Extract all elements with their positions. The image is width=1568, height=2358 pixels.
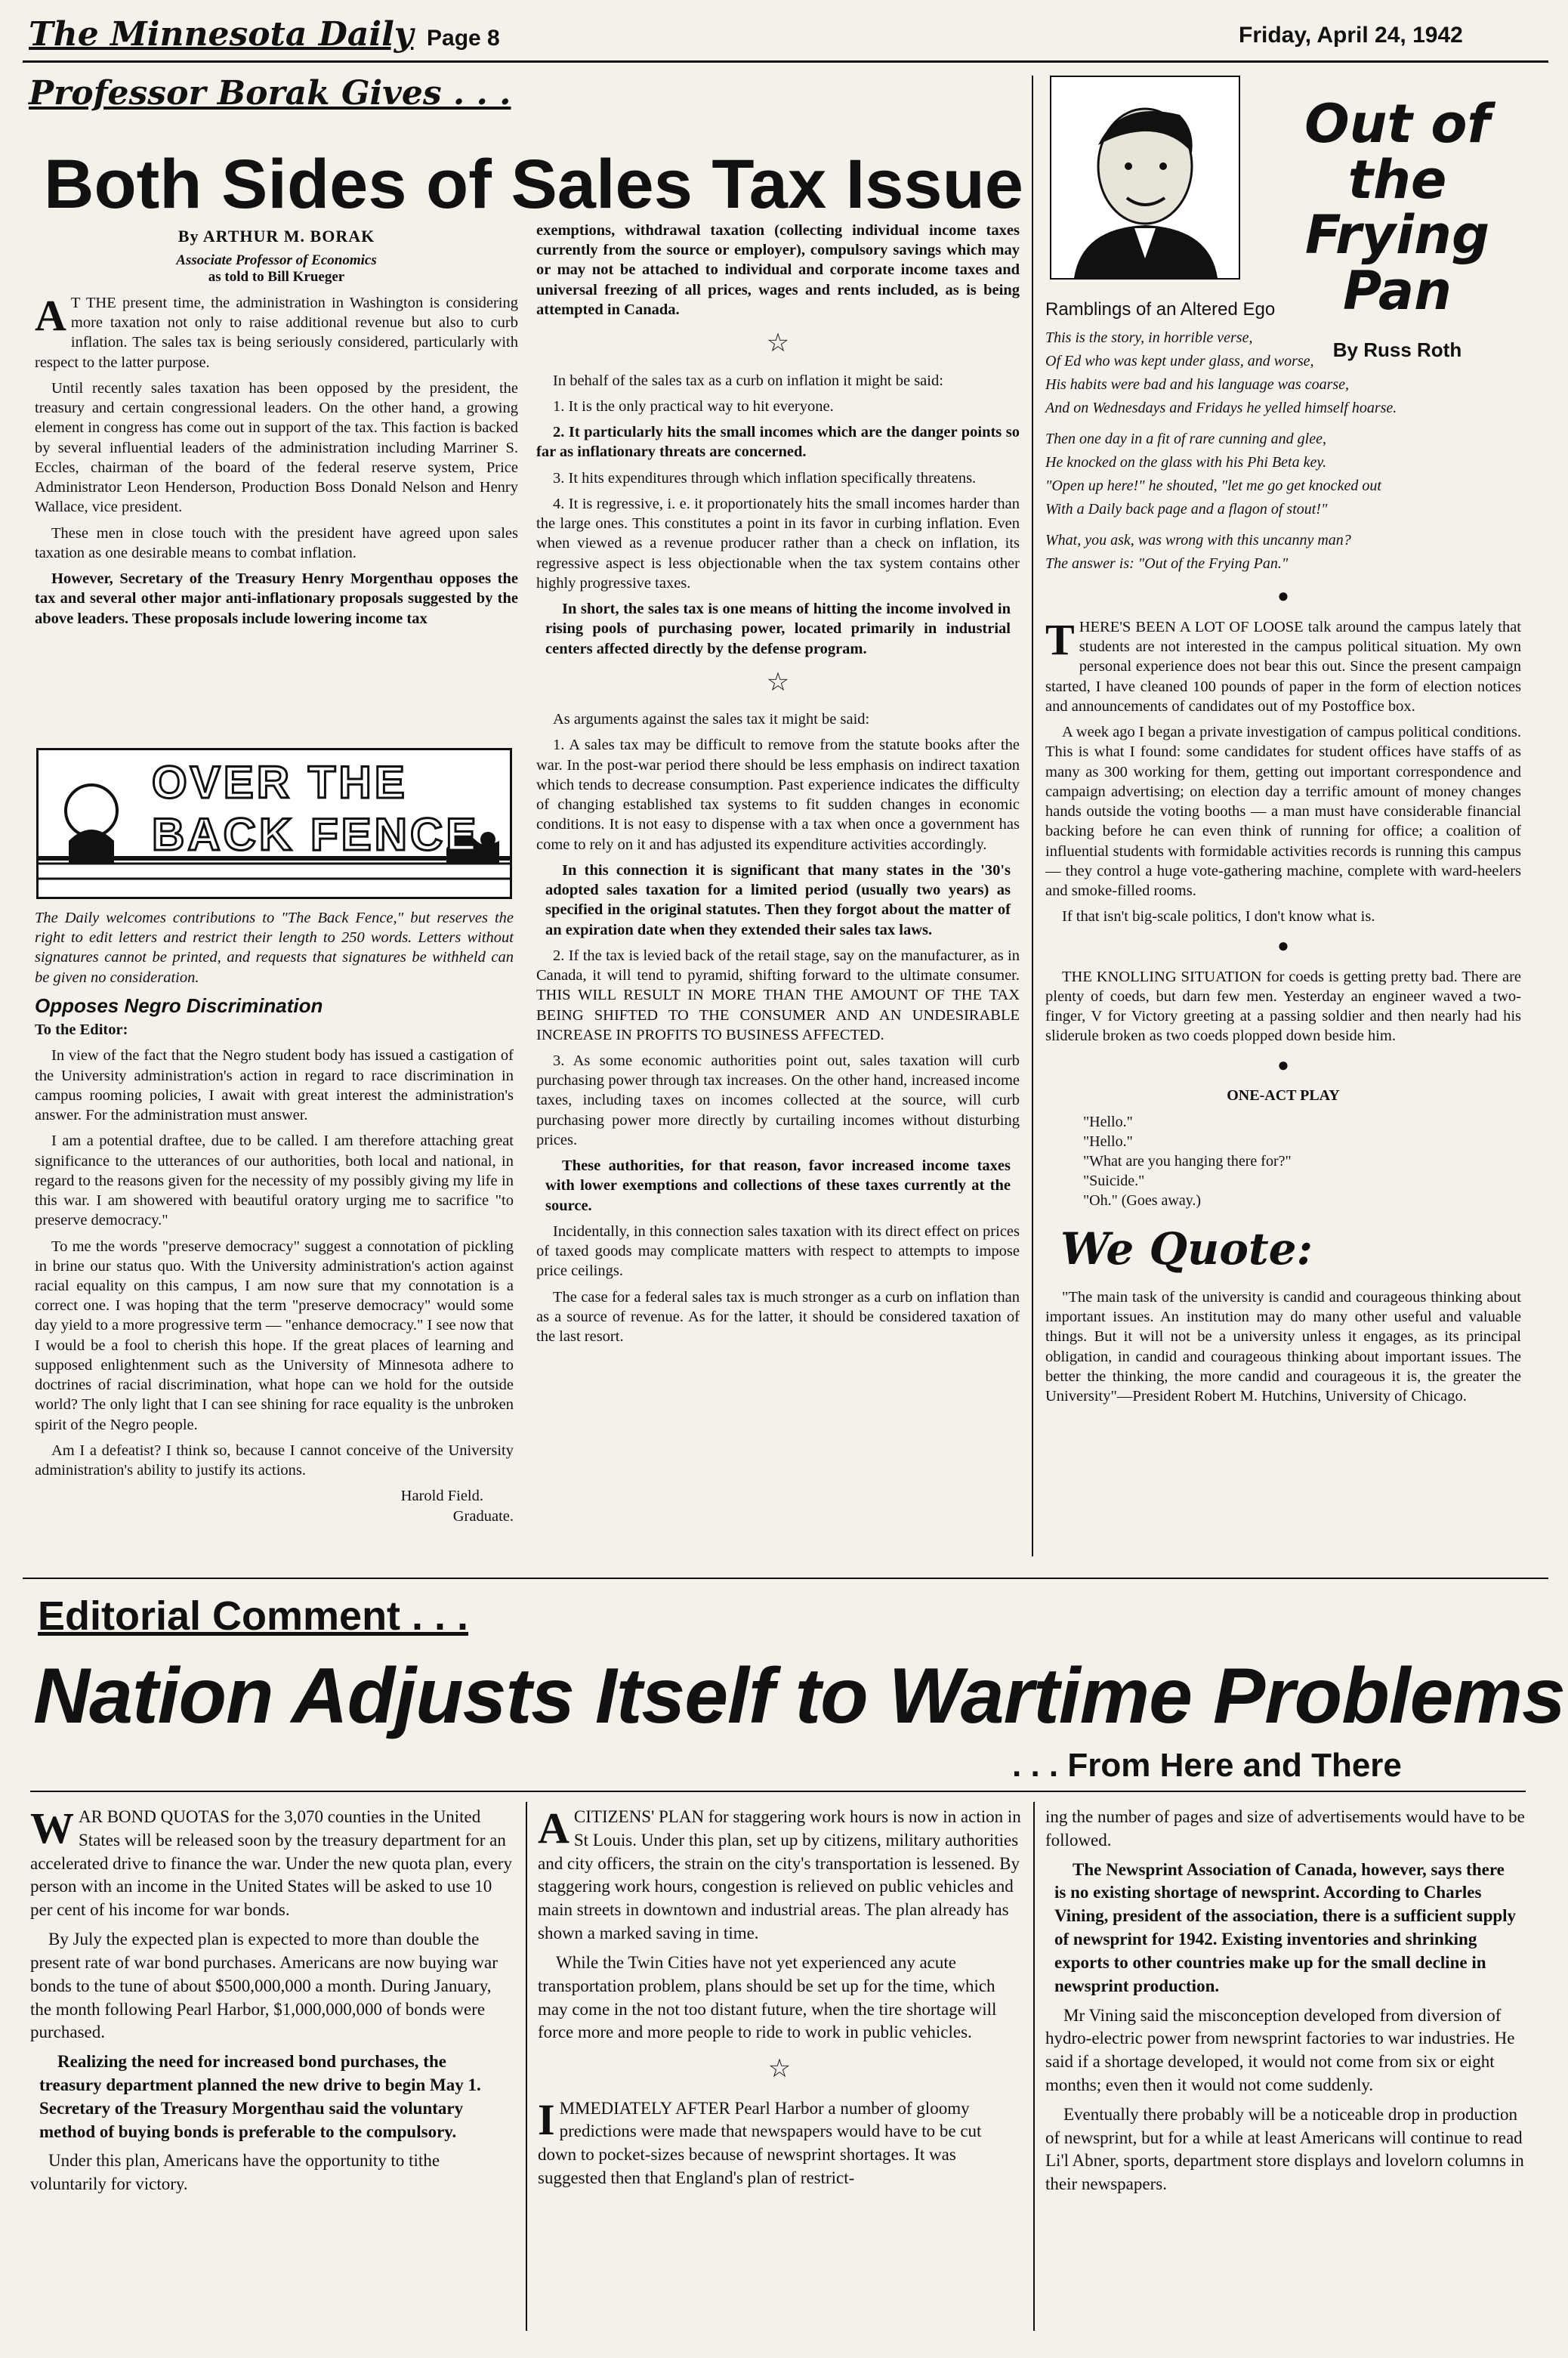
borak-paragraph: AT THE present time, the administration in Washington is considering more taxation not only to raise additional revenue but also to curb inflation. The sales tax is being seriously considered, particularly with respect to the latter purpose.	[35, 291, 518, 371]
star-separator: ☆	[766, 668, 790, 697]
borak-column-1	[35, 227, 518, 635]
editorial-paragraph: Under this plan, Americans have the opportunity to tithe voluntarily for victory.	[30, 2151, 440, 2194]
borak-headline: Both Sides of Sales Tax Issue	[44, 146, 1023, 223]
portrait-photo	[1051, 77, 1239, 278]
borak-paragraph: 1. It is the only practical way to hit everyone.	[553, 397, 834, 415]
poem-line: And on Wednesdays and Fridays he yelled himself hoarse.	[1045, 399, 1397, 416]
back-fence-banner	[36, 748, 512, 899]
frying-pan-subhead: Ramblings of an Altered Ego	[1045, 299, 1276, 320]
editorial-subhead: . . . From Here and There	[1012, 1747, 1402, 1784]
frying-paragraph: A week ago I began a private investigation of campus political conditions. This is what I found: some candidates for student offices have staffs of as many as 300 working for them, getting out important correspondence and campaign advertising; on election day a terrific amount of money changes hands outside the voting booths — a man must have considerable financial backing before he can even think of running for office; a coalition of influential students with formidable activities records is running this campus — they control a huge vote-gathering machine, complete with ward-heelers and smoke-filled rooms.	[1045, 724, 1522, 900]
poem-line: What, you ask, was wrong with this uncanny man?	[1045, 531, 1351, 549]
frying-pan-column	[1045, 298, 1521, 1412]
editorial-headline: Nation Adjusts Itself to Wartime Problems	[33, 1652, 1565, 1740]
editorial-paragraph: IMMEDIATELY AFTER Pearl Harbor a number of gloomy predictions were made that newspapers would have to be cut down to pocket-sizes because of newsprint shortages. It was suggested then that England's plan of restrict-	[538, 2094, 982, 2188]
column-rule	[1032, 76, 1033, 1556]
borak-kicker: Professor Borak Gives . . .	[29, 74, 511, 113]
editorial-kicker: Editorial Comment . . .	[38, 1593, 469, 1639]
poem-line: Then one day in a fit of rare cunning and glee,	[1045, 430, 1326, 447]
borak-paragraph: exemptions, withdrawal taxation (collecting individual income taxes currently from the source or employer), compulsory savings which may or may not be attached to individual and corporate income taxes and universal freezing of all prices, wages and rents included, as is being attempted in Canada.	[536, 222, 1020, 318]
one-act-play	[1045, 1112, 1521, 1210]
letter-paragraph: I am a potential draftee, due to be called. I am therefore attaching great significance to the utterances of our authorities, both local and national, in regard to the reasons given for the necessity of my possibly giving my life in this war. I am showered with beautiful oratory urging me to sacrifice "to preserve democracy."	[35, 1133, 514, 1229]
borak-paragraph: These men in close touch with the president have agreed upon sales taxation as one desirable means to combat inflation.	[35, 524, 518, 561]
masthead-title: The Minnesota Daily	[29, 15, 414, 54]
poem-stanza-2	[1045, 428, 1521, 521]
frying-paragraph: THERE'S BEEN A LOT OF LOOSE talk around the campus lately that students are not interested in the campus political situation. My own personal experience does not bear this out. Since the present campaign started, I have cleaned 100 pounds of paper in the form of election notices and announcements of candidates out of my Postoffice box.	[1045, 614, 1521, 715]
poem-stanza-1	[1045, 326, 1521, 420]
editorial-paragraph: The Newsprint Association of Canada, however, says there is no existing shortage of newsprint. According to Charles Vining, president of the association, there is a sufficient supply of newsprint for 1942. Existing inventories and shrinking exports to other countries make up for the small decline in newsprint production.	[1054, 1859, 1517, 1995]
borak-title: Associate Professor of Economics	[176, 252, 377, 268]
borak-paragraph: 2. It particularly hits the small incomes which are the danger points so far as inflationary threats are concerned.	[536, 424, 1020, 461]
play-line: "Oh." (Goes away.)	[1083, 1191, 1202, 1209]
editorial-paragraph: Eventually there probably will be a noticeable drop in production of newsprint, but for a while at least Americans will continue to read Li'l Abner, sports, department store displays and lovelorn columns in their newspapers.	[1045, 2104, 1524, 2194]
letter-paragraph: In view of the fact that the Negro student body has issued a castigation of the University administration's action in regard to race discrimination in campus rooming policies, I await with great interest the administration's answer. For the administration must answer.	[35, 1047, 514, 1124]
editorial-paragraph: Mr Vining said the misconception developed from diversion of hydro-electric power from newsprint factories to war industries. He said if a shortage developed, it would not come from six or eight months; even then it would not come suddenly.	[1045, 2005, 1515, 2094]
page-number: Page 8	[427, 26, 500, 51]
borak-paragraph: 3. It hits expenditures through which inflation specifically threatens.	[553, 469, 977, 487]
borak-paragraph: 2. If the tax is levied back of the retail stage, say on the manufacturer, as in Canada, it will tend to pyramid, shifting forward to the ultimate consumer. THIS WILL RESULT IN MORE THAN THE AMOUNT OF THE TAX BEING SHIFTED TO THE CONSUMER AND AN UNDESIRABLE INCREASE IN PROFITS TO BUSINESS AFFECTED.	[536, 947, 1020, 1043]
borak-paragraph: The case for a federal sales tax is much stronger as a curb on inflation than as a source of revenue. As for the latter, it should be considered taxation of the last resort.	[536, 1288, 1020, 1346]
letter-paragraph: To me the words "preserve democracy" suggest a connotation of pickling in brine our status quo. With the University administration's action against racial equality on this campus, I am now sure that my connotation is a correct one. I was hoping that the term "preserve democracy" would some day yield to a more progressive term — "enhance democracy." I see now that I would be a fool to cherish this hope. If the great places of learning and supposed enlightenment such as the University of Minnesota adhere to doctrines of racial discrimination, what hope can we hold for the outside world? The only light that I can see shining for race equality is the unbroken spirit of the Negro people.	[35, 1238, 514, 1433]
editorial-column-2	[538, 1803, 1021, 2196]
back-fence-column	[35, 908, 514, 1526]
knolling-paragraph: THE KNOLLING SITUATION for coeds is getting pretty bad. There are plenty of coeds, but darn few men. Yesterday an engineer waved a two-finger, V for Victory greeting at a passing soldier and then nearly had his sliderule broken as two coeds plopped down beside him.	[1045, 968, 1521, 1045]
borak-paragraph: In short, the sales tax is one means of hitting the income involved in rising pools of purchasing power, located primarily in industrial centers affected directly by the defense program.	[545, 601, 1011, 657]
one-act-play-title: ONE-ACT PLAY	[1227, 1086, 1340, 1104]
borak-paragraph: 4. It is regressive, i. e. it proportionately hits the small incomes harder than the large ones. This constitutes a point in its favor in curbing inflation. Even when viewed as a revenue producer rather than a check on inflation, its regressive aspect is less objectionable when the tax system contains other highly progressive taxes.	[536, 495, 1020, 592]
columnist-portrait	[1050, 76, 1240, 280]
poem-line: "Open up here!" he shouted, "let me go get knocked out	[1045, 477, 1381, 494]
borak-paragraph: Incidentally, in this connection sales taxation with its direct effect on prices of taxed goods may complicate matters with respect to attempts to impose price ceilings.	[536, 1222, 1020, 1280]
bullet-separator: ●	[1277, 934, 1289, 956]
borak-paragraph: In behalf of the sales tax as a curb on inflation it might be said:	[553, 372, 943, 389]
borak-byline: By ARTHUR M. BORAK	[177, 227, 375, 246]
letter-title: Opposes Negro Discrimination	[35, 994, 323, 1017]
play-line: "Suicide."	[1083, 1172, 1145, 1189]
editorial-paragraph: ACITIZENS' PLAN for staggering work hours is now in action in St Louis. Under this plan, set up by citizens, military authorities and city officers, the strain on the city's transportation is lessened. By staggering work hours, congestion is relieved on public vehicles and main streets in downtown and industrial areas. The plan already has shown a marked saving in time.	[538, 1803, 1021, 1943]
poem-line: The answer is: "Out of the Frying Pan."	[1045, 555, 1289, 572]
section-rule	[23, 1578, 1548, 1579]
letter-signature-status: Graduate.	[452, 1507, 514, 1525]
we-quote-heading: We Quote:	[1060, 1222, 1313, 1275]
neighbor-figure-icon	[66, 785, 117, 836]
borak-paragraph: As arguments against the sales tax it might be said:	[553, 711, 870, 728]
bullet-separator: ●	[1277, 1053, 1289, 1076]
poem-line: With a Daily back page and a flagon of stout!"	[1045, 500, 1328, 518]
borak-paragraph: Until recently sales taxation has been opposed by the president, the treasury and certain congressional leaders. On the other hand, a growing element in congress has come out in support of the tax. This faction is backed by several influential leaders of the administration including Marriner S. Eccles, chairman of the board of the federal reserve system, Price Administrator Leon Henderson, Production Boss Donald Nelson and Henry Wallace, vice president.	[35, 379, 518, 516]
column-rule	[1033, 1802, 1035, 2331]
editorial-paragraph: WAR BOND QUOTAS for the 3,070 counties in the United States will be released soon by the treasury department for an accelerated drive to finance the war. Under the new quota plan, every person with an income in the United States will be asked to use 10 per cent of his income for war bonds.	[30, 1803, 512, 1920]
poem-line: Of Ed who was kept under glass, and worse,	[1045, 352, 1314, 369]
borak-paragraph: These authorities, for that reason, favor increased income taxes with lower exemptions and collections of these taxes currently at the source.	[545, 1157, 1011, 1214]
frying-pan-byline: By Russ Roth	[1332, 338, 1462, 361]
editorial-column-1	[30, 1803, 514, 2202]
play-line: "Hello."	[1083, 1113, 1133, 1130]
editorial-paragraph: ing the number of pages and size of advertisements would have to be followed.	[1045, 1807, 1525, 1850]
frying-paragraph: If that isn't big-scale politics, I don't know what is.	[1062, 908, 1375, 926]
editorial-rule	[30, 1791, 1526, 1792]
frying-pan-title-2: Frying Pan	[1304, 204, 1490, 322]
column-rule	[526, 1802, 527, 2331]
letter-salutation: To the Editor:	[35, 1021, 128, 1039]
fence-banner-title: OVER THE BACK FENCE	[152, 757, 480, 860]
masthead-rule	[23, 60, 1548, 63]
play-line: "What are you hanging there for?"	[1083, 1152, 1292, 1170]
poem-line: This is the story, in horrible verse,	[1045, 329, 1253, 346]
editorial-column-3	[1045, 1806, 1529, 2202]
poem-line: He knocked on the glass with his Phi Beta key.	[1045, 453, 1327, 471]
borak-column-2	[536, 221, 1020, 1352]
star-separator: ☆	[766, 329, 790, 358]
letter-paragraph: Am I a defeatist? I think so, because I cannot conceive of the University administration's ability to justify its actions.	[35, 1442, 514, 1479]
borak-as-told: as told to Bill Krueger	[208, 269, 345, 285]
we-quote-text: "The main task of the university is candid and courageous thinking about important issues. An institution may do many other useful and valuable things. But it will not be a university unless it engages, as its principal obligation, in candid and courageous thinking about important issues. The better the thinking, the more candid and courageous it is, the greater the University"—President Robert M. Hutchins, University of Chicago.	[1045, 1288, 1521, 1405]
editorial-paragraph: Realizing the need for increased bond purchases, the treasury department planned the new drive to begin May 1. Secretary of the Treasury Morgenthau said the voluntary method of buying bonds is preferable to the compulsory.	[39, 2052, 481, 2141]
borak-paragraph: 3. As some economic authorities point out, sales taxation will curb purchasing power through tax increases. On the other hand, increased income taxes, including taxes on incomes collected at the source, will curb purchasing power more directly by curtailing incomes without disturbing prices.	[536, 1052, 1020, 1148]
play-line: "Hello."	[1083, 1133, 1133, 1150]
borak-paragraph: However, Secretary of the Treasury Henry Morgenthau opposes the tax and several other major anti-inflationary proposals suggested by the above leaders. These proposals include lowering income tax	[35, 570, 518, 627]
poem-stanza-3	[1045, 529, 1521, 576]
star-separator: ☆	[767, 2055, 792, 2084]
editorial-paragraph: By July the expected plan is expected to more than double the present rate of war bond purchases. Americans are now buying war bonds to the tune of about $500,000,000 a month. During January, the month following Pearl Harbor, $1,000,000,000 of bonds were purchased.	[30, 1930, 498, 2042]
issue-date: Friday, April 24, 1942	[1239, 23, 1463, 48]
borak-paragraph: 1. A sales tax may be difficult to remove from the statute books after the war. In the post-war period there should be less emphasis on indirect taxation which tends to decrease consumption. Past experience indicates the difficulty of changing established tax systems to fit sudden changes in economic conditions. It is not easy to dispense with a tax when once a government has come to rely on it and has adjusted its expenditure activities accordingly.	[536, 737, 1020, 853]
poem-line: His habits were bad and his language was coarse,	[1045, 375, 1350, 393]
bullet-separator: ●	[1277, 584, 1289, 607]
editorial-paragraph: While the Twin Cities have not yet experienced any acute transportation problem, plans should be set up for the time, which may come in the not too distant future, when the tire shortage will force more and more people to ride to work in public vehicles.	[538, 1952, 997, 2042]
frying-pan-title-1: Out of the	[1304, 93, 1490, 211]
borak-paragraph: In this connection it is significant that many states in the '30's adopted sales taxation for a limited period (usually two years) as specified in the original statutes. Then they forgot about the matter of an expiration date when they extended their sales tax laws.	[545, 861, 1011, 938]
fence-intro: The Daily welcomes contributions to "The Back Fence," but reserves the right to edit letters and restrict their length to 250 words. Letters without signatures cannot be printed, and requests that signatures be withheld can be given no consideration.	[35, 910, 514, 986]
letter-signature: Harold Field.	[400, 1488, 483, 1505]
